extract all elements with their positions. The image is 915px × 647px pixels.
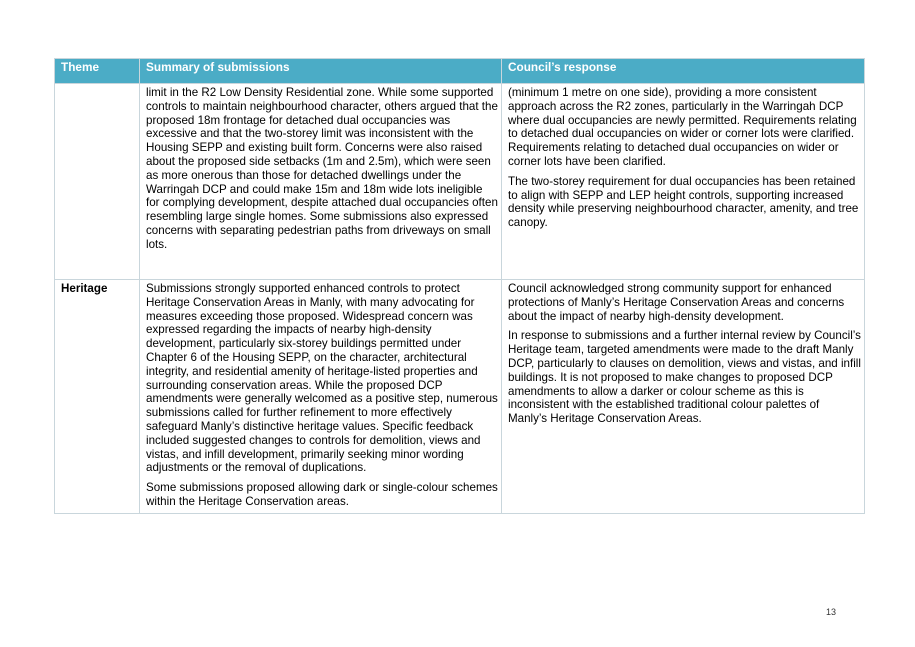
table-header-row <box>55 59 865 84</box>
theme-cell: Heritage <box>55 280 140 514</box>
column-header-theme: Theme <box>55 59 140 84</box>
page-number: 13 <box>826 607 837 617</box>
theme-cell <box>55 84 140 280</box>
summary-cell <box>140 84 502 280</box>
summary-cell <box>140 280 502 514</box>
column-header-summary: Summary of submissions <box>140 59 502 84</box>
response-paragraph: Council acknowledged strong community support for enhanced protections of Manly’s Heritage Conservation Areas and concerns about the impact of nearby high-density development. <box>508 282 845 323</box>
response-paragraph: The two-storey requirement for dual occupancies has been retained to align with SEPP and LEP height controls, supporting increased density while preserving neighbourhood character, amenity, and tree canopy. <box>508 174 859 230</box>
response-paragraph: (minimum 1 metre on one side), providing a more consistent approach across the R2 zones, particularly in the Warringah DCP where dual occupancies are newly permitted. Requirements relating to detached dual occupancies on wider or corner lots were clarified. Requirements relating to detached dual occupancies on wider or corner lots have been clarified. <box>508 86 857 168</box>
column-header-response: Council’s response <box>502 59 865 84</box>
summary-paragraph: limit in the R2 Low Density Residential zone. While some supported controls to maintain neighbourhood character, others argued that the proposed 18m frontage for detached dual occupancies was excessive and that the two-storey limit was inconsistent with the Housing SEPP and existing built form. Concerns were also raised about the proposed side setbacks (1m and 2.5m), which were seen as more onerous than those for detached dwellings under the Warringah DCP and could make 15m and 18m wide lots ineligible for complying development, despite attached dual occupancies often resembling large single homes. Some submissions also expressed concerns with separating pedestrian paths from driveways on small lots. <box>146 86 498 251</box>
summary-paragraph: Some submissions proposed allowing dark or single-colour schemes within the Heritage Conservation areas. <box>146 481 498 508</box>
summary-paragraph: Submissions strongly supported enhanced controls to protect Heritage Conservation Areas in Manly, with many advocating for measures exceeding those proposed. Widespread concern was expressed regarding the impacts of nearby high-density development, particularly six-storey buildings permitted under Chapter 6 of the Housing SEPP, on the character, architectural integrity, and residential amenity of heritage-listed properties and surrounding conservation areas. While the proposed DCP amendments were generally welcomed as a positive step, numerous submissions called for further refinement to more effectively safeguard Manly’s distinctive heritage values. Specific feedback included suggested changes to controls for demolition, views and vistas, and infill development, primarily seeking minor wording adjustments or the removal of duplications. <box>146 282 498 475</box>
response-cell <box>502 280 865 514</box>
response-paragraph: In response to submissions and a further internal review by Council’s Heritage team, targeted amendments were made to the draft Manly DCP, particularly to clauses on demolition, views and vistas, and infill buildings. It is not proposed to make changes to proposed DCP amendments to allow a darker or colour scheme as this is inconsistent with the established traditional colour palettes of Manly’s Heritage Conservation Areas. <box>508 329 861 426</box>
submissions-table <box>54 58 865 514</box>
response-cell <box>502 84 865 280</box>
table-row <box>55 84 865 280</box>
table-row <box>55 280 865 514</box>
